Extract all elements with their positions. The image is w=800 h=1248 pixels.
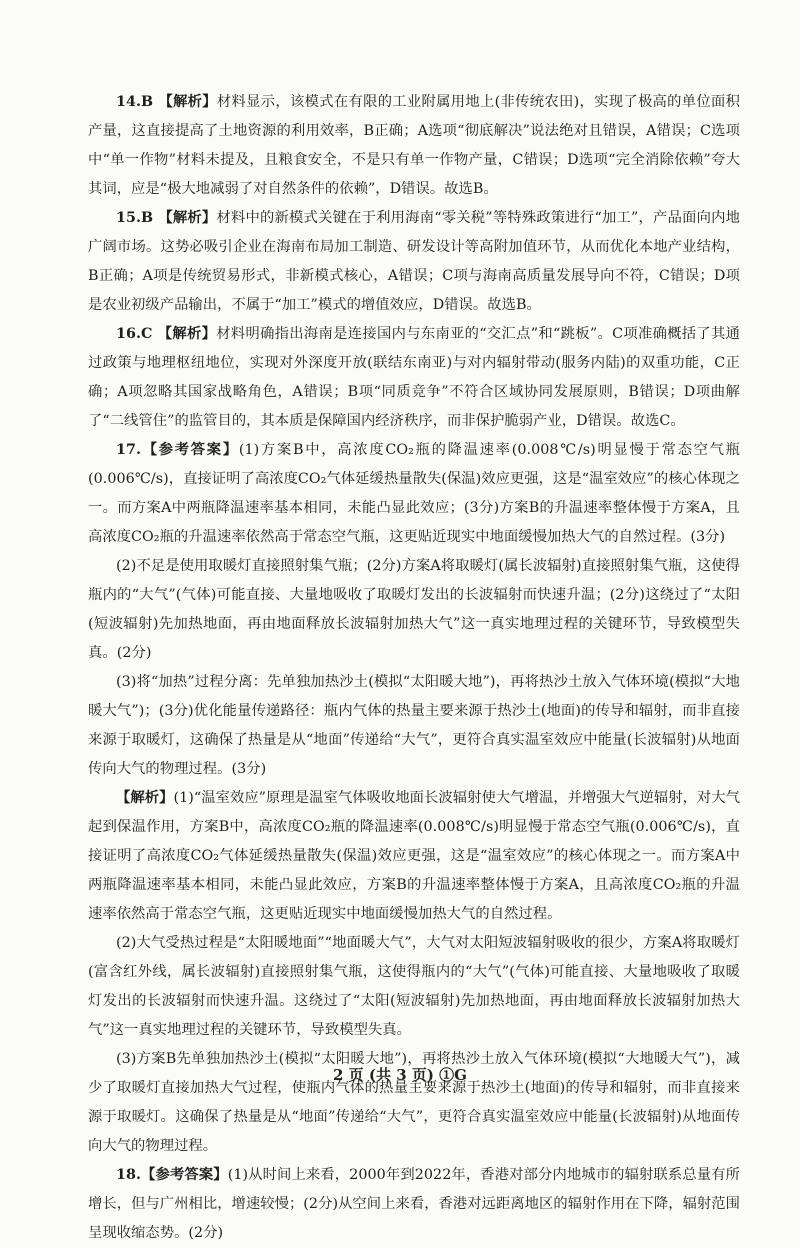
answer-17-analysis-3 (88, 1045, 740, 1161)
answer-label: 17.【参考答案】 (116, 442, 239, 458)
answer-17-analysis-2 (88, 929, 740, 1045)
answer-17-analysis-1 (88, 784, 740, 929)
answer-text: 材料明确指出海南是连接国内与东南亚的“交汇点”和“跳板”。C项准确概括了其通过政策与地理枢纽地位，实现对外深度开放(联结东南亚)与对内辐射带动(服务内陆)的双重功能，C正确；A项忽略其国家战略角色，A错误；B项“同质竞争”不符合区域协同发展原则，B错误；D项曲解了“二线管住”的监管目的，其本质是保障国内经济秩序，而非保护脆弱产业，D错误。故选C。 (88, 326, 740, 429)
answer-label: 15.B 【解析】 (116, 210, 217, 226)
answer-text: (1)方案B中，高浓度CO₂瓶的降温速率(0.008℃/s)明显慢于常态空气瓶(0.006℃/s)，直接证明了高浓度CO₂气体延缓热量散失(保温)效应更强，这是“温室效应”的核心体现之一。而方案A中两瓶降温速率基本相同，未能凸显此效应；(3分)方案B的升温速率整体慢于方案A，且高浓度CO₂瓶的升温速率依然高于常态空气瓶，这更贴近现实中地面缓慢加热大气的自然过程。(3分) (88, 442, 741, 545)
answer-16 (88, 320, 740, 436)
page-footer: 2 页 (共 3 页) ①G (333, 1066, 467, 1084)
answer-text: (2)大气受热过程是“太阳暖地面”“地面暖大气”，大气对太阳短波辐射吸收的很少，方案A将取暖灯(富含红外线，属长波辐射)直接照射集气瓶，这使得瓶内的“大气”(气体)可能直接、大量地吸收了取暖灯发出的长波辐射而快速升温。这绕过了“太阳(短波辐射)先加热地面，再由地面释放长波辐射加热大气”这一真实地理过程的关键环节，导致模型失真。 (88, 935, 740, 1038)
answer-text: 材料中的新模式关键在于利用海南“零关税”等特殊政策进行“加工”，产品面向内地广阔市场。这势必吸引企业在海南布局加工制造、研发设计等高附加值环节，从而优化本地产业结构，B正确；A项是传统贸易形式，非新模式核心，A错误；C项与海南高质量发展导向不符，C错误；D项是农业初级产品输出，不属于“加工”模式的增值效应，D错误。故选B。 (88, 210, 740, 313)
answer-17-reference-3 (88, 668, 740, 784)
answer-text: 材料显示，该模式在有限的工业附属用地上(非传统农田)，实现了极高的单位面积产量，这直接提高了土地资源的利用效率，B正确；A选项“彻底解决”说法绝对且错误，A错误；C选项中“单一作物”材料未提及，且粮食安全，不是只有单一作物产量，C错误；D选项“完全消除依赖”夸大其词，应是“极大地减弱了对自然条件的依赖”，D错误。故选B。 (88, 94, 740, 197)
answer-text: (1)从时间上来看，2000年到2022年，香港对部分内地城市的辐射联系总量有所增长，但与广州相比，增速较慢；(2分)从空间上来看，香港对远距离地区的辐射作用在下降，辐射范围呈现收缩态势。(2分) (88, 1167, 740, 1241)
answer-label: 【解析】 (116, 790, 174, 806)
answer-text: (3)将“加热”过程分离：先单独加热沙土(模拟“太阳暖大地”)，再将热沙土放入气体环境(模拟“大地暖大气”)；(3分)优化能量传递路径：瓶内气体的热量主要来源于热沙土(地面)的传导和辐射，而非直接来源于取暖灯，这确保了热量是从“地面”传递给“大气”，更符合真实温室效应中能量(长波辐射)从地面传向大气的物理过程。(3分) (88, 674, 740, 777)
answer-18-reference (88, 1161, 740, 1248)
answer-label: 18.【参考答案】 (116, 1167, 228, 1183)
answer-text: (1)“温室效应”原理是温室气体吸收地面长波辐射使大气增温，并增强大气逆辐射，对大气起到保温作用，方案B中，高浓度CO₂瓶的降温速率(0.008℃/s)明显慢于常态空气瓶(0.006℃/s)，直接证明了高浓度CO₂气体延缓热量散失(保温)效应更强，这是“温室效应”的核心体现之一。而方案A中两瓶降温速率基本相同，未能凸显此效应，方案B的升温速率整体慢于方案A，且高浓度CO₂瓶的升温速率依然高于常态空气瓶，这更贴近现实中地面缓慢加热大气的自然过程。 (88, 790, 740, 922)
answer-text: (3)方案B先单独加热沙土(模拟“太阳暖大地”)，再将热沙土放入气体环境(模拟“大地暖大气”)，减少了取暖灯直接加热大气过程，使瓶内气体的热量主要来源于热沙土(地面)的传导和辐射，而非直接来源于取暖灯。这确保了热量是从“地面”传递给“大气”，更符合真实温室效应中能量(长波辐射)从地面传向大气的物理过程。 (88, 1051, 740, 1154)
answer-text: (2)不足是使用取暖灯直接照射集气瓶；(2分)方案A将取暖灯(属长波辐射)直接照射集气瓶，这使得瓶内的“大气”(气体)可能直接、大量地吸收了取暖灯发出的长波辐射而快速升温；(2分)这绕过了“太阳(短波辐射)先加热地面，再由地面释放长波辐射加热大气”这一真实地理过程的关键环节，导致模型失真。(2分) (88, 558, 740, 661)
answer-14 (88, 88, 740, 204)
answer-15 (88, 204, 740, 320)
answer-label: 16.C 【解析】 (116, 326, 217, 342)
answer-label: 14.B 【解析】 (116, 94, 217, 110)
answer-17-reference-1 (88, 436, 740, 552)
answer-17-reference-2 (88, 552, 740, 668)
